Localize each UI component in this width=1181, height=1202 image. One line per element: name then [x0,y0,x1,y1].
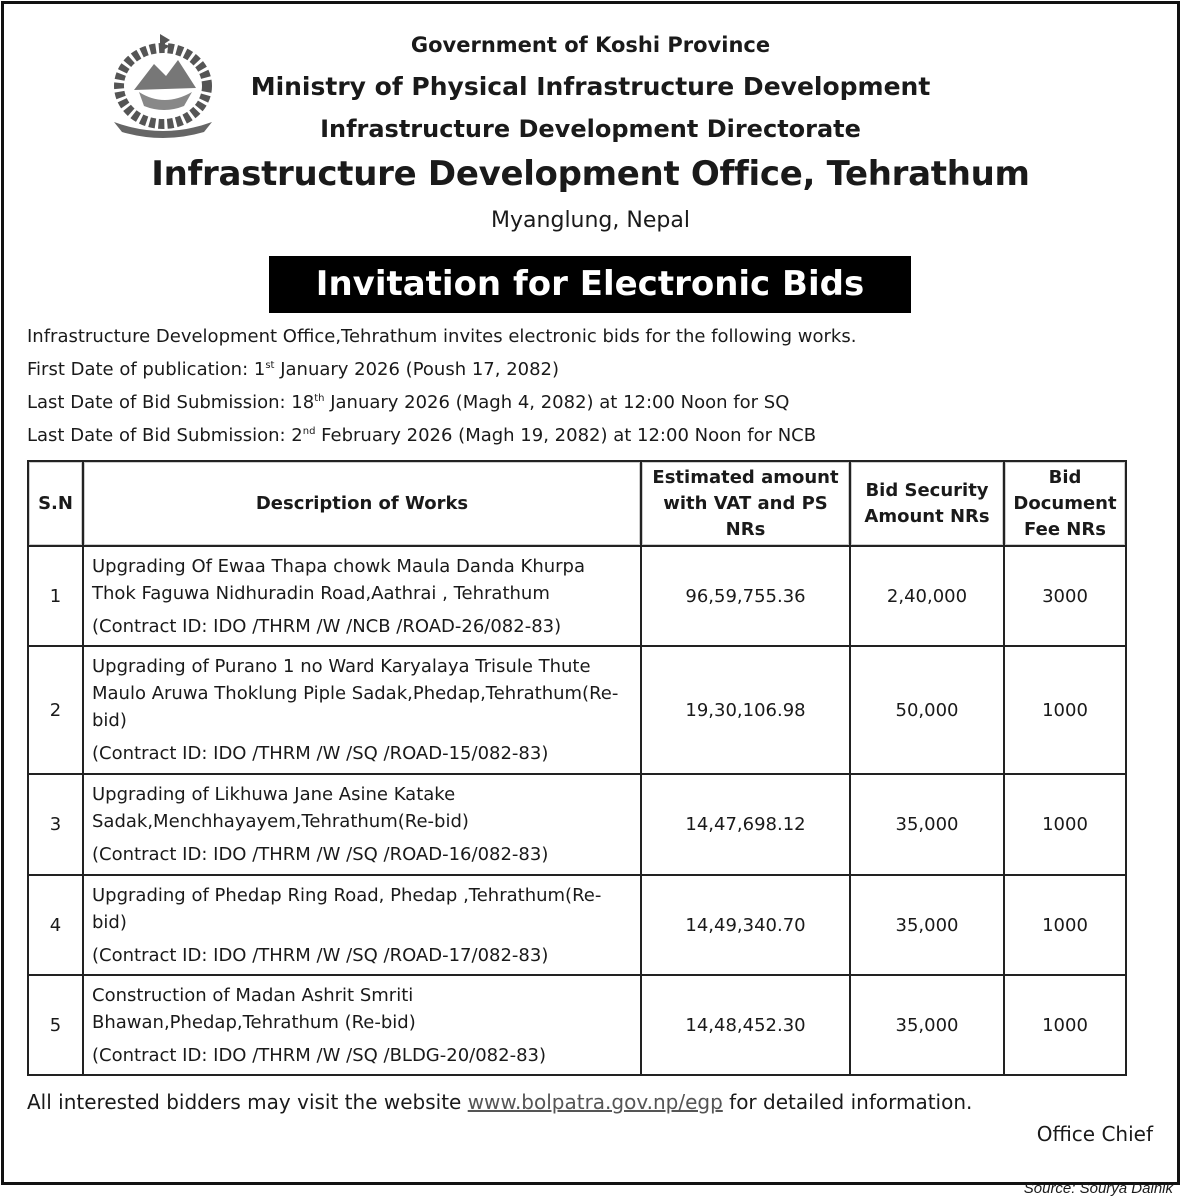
row-sn: 1 [28,546,83,646]
ordinal-suffix: th [314,393,325,404]
work-description: Upgrading Of Ewaa Thapa chowk Maula Danda Khurpa Thok Faguwa Nidhuradin Road,Aathrai , Tehrathum [92,556,586,604]
row-security: 50,000 [850,646,1004,774]
table-row [28,774,1126,875]
footer-text-end: for detailed information. [722,1090,973,1114]
row-fee: 1000 [1004,875,1126,975]
row-description [83,546,641,646]
notice-title: Invitation for Electronic Bids [269,256,911,313]
ncb-deadline-value: February 2026 (Magh 19, 2082) at 12:00 Noon for NCB [315,425,817,446]
works-table [27,460,1127,1076]
table-row [28,646,1126,774]
table-row [28,975,1126,1075]
row-fee: 3000 [1004,546,1126,646]
footer-note [27,1090,972,1114]
row-description [83,774,641,875]
ncb-deadline-label: Last Date of Bid Submission: 2 [27,425,303,446]
source-credit: Source: Sourya Dainik [1023,1180,1173,1197]
work-description: Upgrading of Phedap Ring Road, Phedap ,Tehrathum(Re-bid) [92,885,602,933]
col-description: Description of Works [83,461,641,546]
table-row [28,875,1126,975]
row-description [83,646,641,774]
row-estimate: 14,48,452.30 [641,975,850,1075]
sq-deadline-value: January 2026 (Magh 4, 2082) at 12:00 Noon for SQ [324,392,790,413]
office-location: Myanglung, Nepal [491,208,690,233]
publication-date-label: First Date of publication: 1 [27,359,266,380]
intro-text: Infrastructure Development Office,Tehrathum invites electronic bids for the following works. [27,326,857,347]
row-estimate: 14,47,698.12 [641,774,850,875]
publication-date [27,359,559,380]
row-security: 35,000 [850,875,1004,975]
work-description: Construction of Madan Ashrit Smriti Bhawan,Phedap,Tehrathum (Re-bid) [92,985,416,1033]
government-name: Government of Koshi Province [410,33,771,57]
row-sn: 5 [28,975,83,1075]
ncb-deadline [27,425,816,446]
contract-id: (Contract ID: IDO /THRM /W /NCB /ROAD-26/082-83) [92,616,562,637]
table-row [28,546,1126,646]
row-fee: 1000 [1004,646,1126,774]
ordinal-suffix: nd [302,426,316,437]
signatory: Office Chief [1036,1122,1153,1146]
row-security: 35,000 [850,975,1004,1075]
publication-date-value: January 2026 (Poush 17, 2082) [274,359,560,380]
row-fee: 1000 [1004,975,1126,1075]
work-description: Upgrading of Likhuwa Jane Asine Katake Sadak,Menchhayayem,Tehrathum(Re-bid) [92,784,469,832]
row-security: 35,000 [850,774,1004,875]
row-fee: 1000 [1004,774,1126,875]
directorate-name: Infrastructure Development Directorate [320,115,861,143]
row-description [83,975,641,1075]
footer-text: All interested bidders may visit the website [27,1090,468,1114]
row-estimate: 14,49,340.70 [641,875,850,975]
contract-id: (Contract ID: IDO /THRM /W /SQ /ROAD-17/082-83) [92,945,549,966]
ministry-name: Ministry of Physical Infrastructure Development [250,72,931,101]
work-description: Upgrading of Purano 1 no Ward Karyalaya Trisule Thute Maulo Aruwa Thoklung Piple Sadak,Phedap,Tehrathum(Re-bid) [92,656,619,731]
row-sn: 3 [28,774,83,875]
row-estimate: 96,59,755.36 [641,546,850,646]
row-estimate: 19,30,106.98 [641,646,850,774]
contract-id: (Contract ID: IDO /THRM /W /SQ /ROAD-16/082-83) [92,844,549,865]
contract-id: (Contract ID: IDO /THRM /W /SQ /ROAD-15/082-83) [92,743,549,764]
col-security: Bid Security Amount NRs [850,461,1004,546]
row-sn: 4 [28,875,83,975]
table-header-row [28,461,1126,546]
sq-deadline [27,392,789,413]
office-name: Infrastructure Development Office, Tehrathum [151,154,1030,194]
sq-deadline-label: Last Date of Bid Submission: 18 [27,392,315,413]
row-security: 2,40,000 [850,546,1004,646]
col-estimate: Estimated amount with VAT and PS NRs [641,461,850,546]
row-description [83,875,641,975]
col-sn: S.N [28,461,83,546]
row-sn: 2 [28,646,83,774]
bolpatra-link[interactable]: www.bolpatra.gov.np/egp [467,1090,723,1114]
col-fee: Bid Document Fee NRs [1004,461,1126,546]
contract-id: (Contract ID: IDO /THRM /W /SQ /BLDG-20/082-83) [92,1045,546,1066]
ordinal-suffix: st [265,360,275,371]
